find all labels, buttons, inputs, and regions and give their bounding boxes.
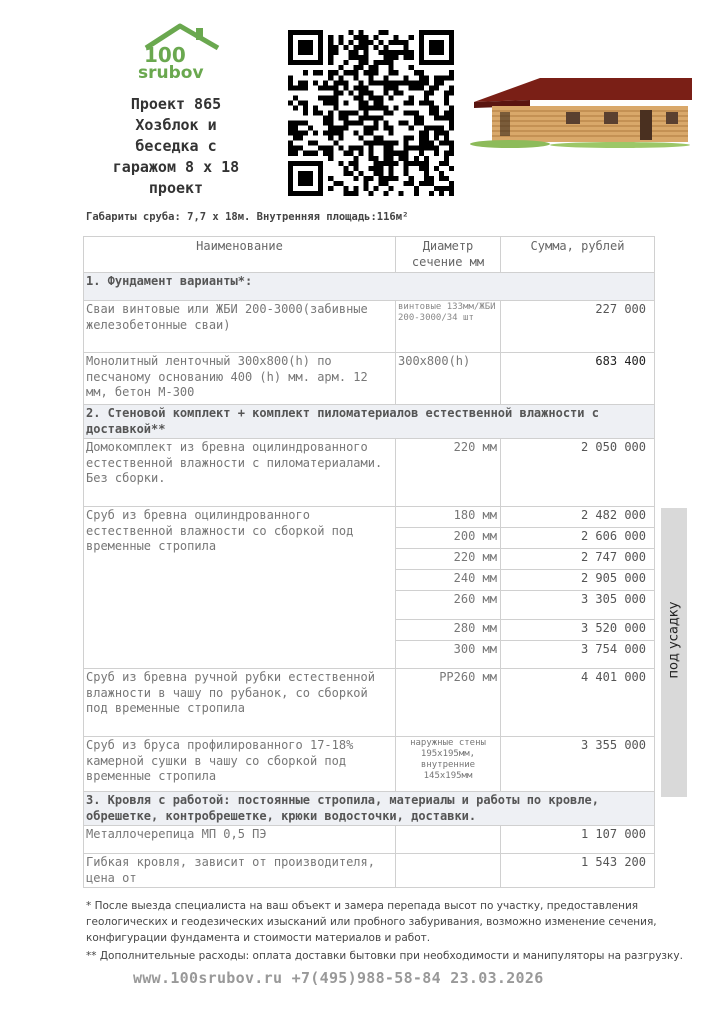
side-label: под усадку (666, 601, 682, 679)
row-name: Сруб из бревна оцилиндрованного естественной влажности со сборкой под временные стропила (84, 507, 396, 669)
qr-finder-pattern (288, 161, 323, 196)
price-table (83, 236, 655, 888)
row-sum: 1 107 000 (501, 826, 655, 854)
row-sum: 3 305 000 (501, 591, 655, 620)
row-diameter: 300 мм (396, 641, 501, 669)
table-row (84, 301, 655, 353)
row-sum: 2 482 000 (501, 507, 655, 528)
row-diameter: РР260 мм (396, 669, 501, 737)
row-name: Сруб из бревна ручной рубки естественной влажности в чашу по рубанок, со сборкой под временные стропила (84, 669, 396, 737)
section-title: 2. Стеновой комплект + комплект пиломатериалов естественной влажности с доставкой** (84, 405, 655, 439)
row-name: Монолитный ленточный 300х800(h) по песчаному основанию 400 (h) мм. арм. 12 мм, бетон М-300 (84, 353, 396, 405)
row-diameter: 300х800(h) (396, 353, 501, 405)
section-walls (84, 405, 655, 439)
row-sum: 683 400 (501, 353, 655, 405)
row-diameter (396, 854, 501, 888)
section-title: 1. Фундамент варианты*: (84, 273, 655, 301)
project-title-line: гаражом 8 х 18 (112, 158, 240, 176)
company-logo (128, 22, 228, 82)
table-row (84, 439, 655, 507)
qr-finder-pattern (288, 30, 323, 65)
row-diameter: наружные стены 195х195мм, внутренние 145х195мм (396, 737, 501, 792)
project-title-line: беседка с (135, 137, 217, 155)
project-title-line: Хозблок и (135, 116, 217, 134)
dimensions-text: Габариты сруба: 7,7 х 18м. Внутренняя площадь:116м² (86, 211, 409, 223)
row-sum: 2 747 000 (501, 549, 655, 570)
project-title-line: проект (148, 179, 204, 197)
house-image (470, 70, 696, 148)
footnote-2: ** Дополнительные расходы: оплата доставки бытовки при необходимости и манипуляторы на разгрузку. (86, 950, 683, 962)
row-diameter: 220 мм (396, 549, 501, 570)
project-title-line: Проект 865 (130, 95, 222, 113)
row-name: Металлочерепица МП 0,5 ПЭ (84, 826, 396, 854)
row-sum: 3 355 000 (501, 737, 655, 792)
row-sum: 3 754 000 (501, 641, 655, 669)
table-header-row (84, 237, 655, 273)
row-sum: 2 905 000 (501, 570, 655, 591)
row-name: Домокомплект из бревна оцилиндрованного естественной влажности с пиломатериалами. Без сборки. (84, 439, 396, 507)
header-diameter: Диаметр сечение мм (396, 237, 501, 273)
row-diameter: 220 мм (396, 439, 501, 507)
table-row (84, 826, 655, 854)
row-diameter: 280 мм (396, 620, 501, 641)
footer-contacts: www.100srubov.ru +7(495)988-58-84 23.03.2026 (133, 969, 544, 987)
header-sum: Сумма, рублей (501, 237, 655, 273)
section-title: 3. Кровля с работой: постоянные стропила, материалы и работы по кровле, обрешетке, контробрешетке, крюки водосточки, доставки. (84, 792, 655, 826)
row-sum: 2 050 000 (501, 439, 655, 507)
row-sum: 2 606 000 (501, 528, 655, 549)
header-name: Наименование (84, 237, 396, 273)
project-title (86, 94, 266, 199)
row-sum: 3 520 000 (501, 620, 655, 641)
qr-code[interactable] (288, 30, 454, 196)
row-name: Гибкая кровля, зависит от производителя, цена от (84, 854, 396, 888)
row-diameter: 180 мм (396, 507, 501, 528)
row-name: Сруб из бруса профилированного 17-18% камерной сушки в чашу со сборкой под временные стропила (84, 737, 396, 792)
row-sum: 227 000 (501, 301, 655, 353)
row-sum: 1 543 200 (501, 854, 655, 888)
logo-word: srubov (138, 63, 204, 82)
table-row (84, 737, 655, 792)
row-diameter: 240 мм (396, 570, 501, 591)
table-row (84, 854, 655, 888)
table-row (84, 353, 655, 405)
section-roof (84, 792, 655, 826)
qr-finder-pattern (419, 30, 454, 65)
row-diameter: винтовые 133мм/ЖБИ 200-3000/34 шт (396, 301, 501, 353)
row-name: Сваи винтовые или ЖБИ 200-3000(забивные железобетонные сваи) (84, 301, 396, 353)
table-row (84, 507, 655, 528)
row-sum: 4 401 000 (501, 669, 655, 737)
table-row (84, 669, 655, 737)
row-diameter (396, 826, 501, 854)
row-diameter: 260 мм (396, 591, 501, 620)
section-foundation (84, 273, 655, 301)
footnote-1: * После выезда специалиста на ваш объект и замера перепада высот по участку, предоставления геологических и геодезических изысканий или пробного забуривания, возможно изменение сечения, конфигурации фундамента и стоимости материалов и работ. (86, 900, 657, 944)
row-diameter: 200 мм (396, 528, 501, 549)
logo-number: 100 (144, 43, 186, 67)
